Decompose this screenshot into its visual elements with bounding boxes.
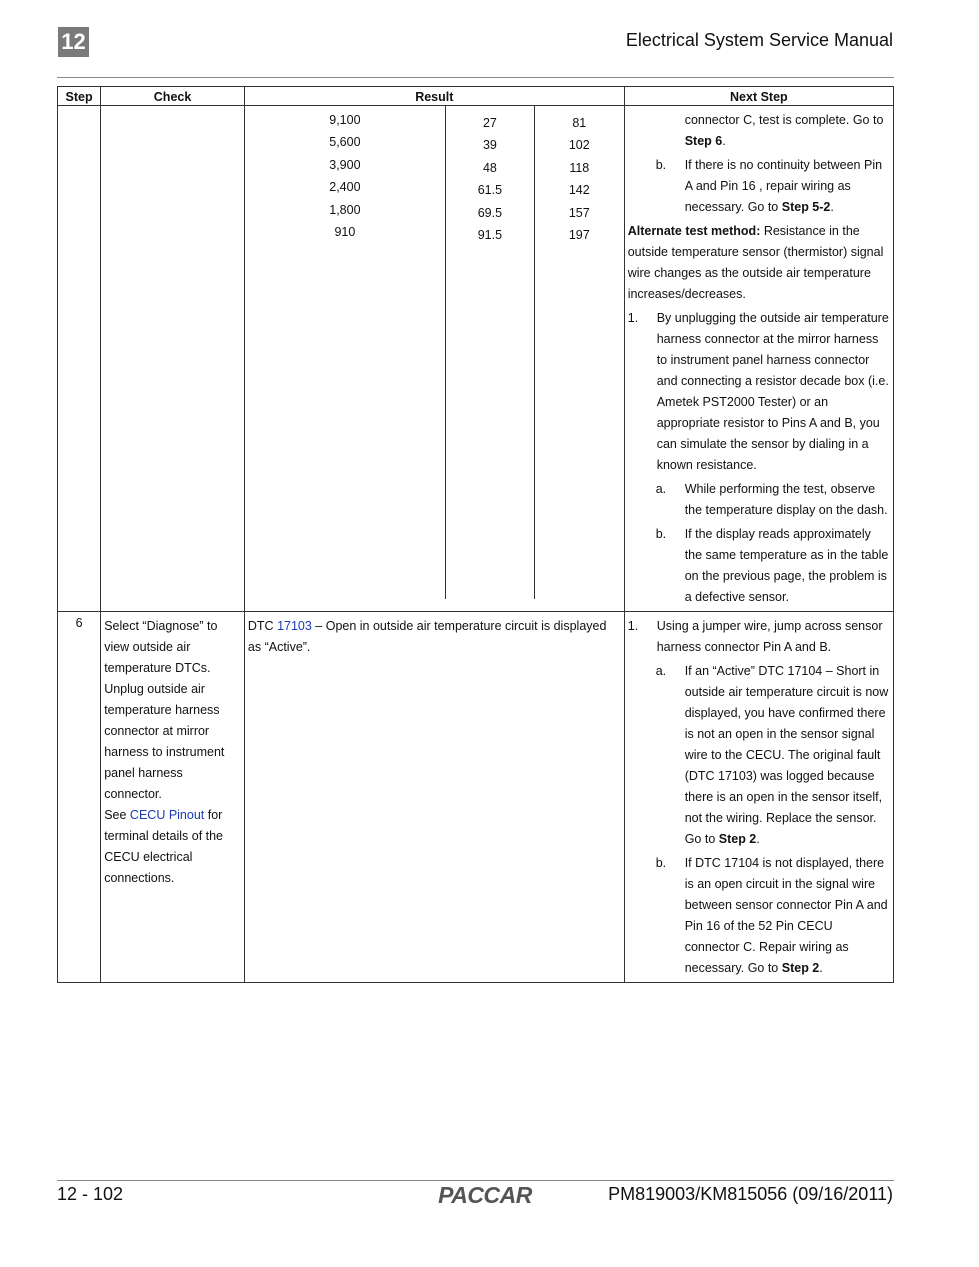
diagnostic-table <box>57 86 894 983</box>
substep-a: a. While performing the test, observe the temperature display on the dash. <box>655 482 888 517</box>
resistance-value-table <box>245 106 624 599</box>
step-number: 6 <box>58 612 101 983</box>
value-cell: 102 <box>568 138 590 153</box>
value-cell: 61.5 <box>477 183 503 198</box>
value-cell: 39 <box>482 138 497 153</box>
value-cell: 2,400 <box>329 180 361 195</box>
value-cell: 142 <box>568 183 590 198</box>
celsius-column <box>446 106 535 599</box>
header-next-step: Next Step <box>624 87 893 106</box>
step-reference: Step 5-2 <box>781 200 831 214</box>
header-check: Check <box>101 87 245 106</box>
dtc-17103-link[interactable]: 17103 <box>277 619 312 633</box>
check-cell: Select “Diagnose” to view outside air temperature DTCs. Unplug outside air temperature harness connector at mirror harness to instrument panel harness connector. See CECU Pinout for terminal details of the CECU electrical connections. <box>101 612 245 983</box>
resistance-column <box>245 106 446 599</box>
value-cell: 197 <box>568 228 590 243</box>
value-cell: 3,900 <box>329 157 361 172</box>
document-id: PM819003/KM815056 (09/16/2011) <box>608 1184 893 1204</box>
instruction-item-1: 1. By unplugging the outside air temperature harness connector at the mirror harness to instrument panel harness connector and connecting a resistor decade box (i.e. Ametek PST2000 Tester) or an appropriate resistor to Pins A and B, you can simulate the sensor by dialing in a known resistance. <box>627 311 889 472</box>
fahrenheit-column <box>535 106 624 599</box>
value-cell: 27 <box>482 116 497 130</box>
value-cell: 69.5 <box>477 205 503 220</box>
manual-title: Electrical System Service Manual <box>625 30 893 50</box>
substep-a: a. If an “Active” DTC 17104 – Short in outside air temperature circuit is now displayed, you have confirmed there is not an open in the sensor signal wire to the CECU. The original fault (DTC 17103) was logged because there is an open in the sensor itself, not the wiring. Replace the sensor. Go to Step 2. <box>655 664 889 846</box>
svg-text:PACCAR: PACCAR <box>438 1182 532 1206</box>
chapter-badge: 12 <box>58 27 89 57</box>
continued-next-step-cell <box>624 106 893 612</box>
step-reference: Step 2 <box>718 832 757 846</box>
paccar-logo <box>433 1182 538 1206</box>
resistance-values-cell <box>244 106 624 612</box>
value-cell: 91.5 <box>477 228 503 243</box>
value-cell: 9,100 <box>329 113 361 127</box>
header-divider <box>57 77 894 78</box>
continued-check-cell <box>101 106 245 612</box>
table-header-row <box>58 87 894 106</box>
step-reference: Step 6 <box>684 134 723 148</box>
page-number: 12 - 102 <box>57 1184 124 1204</box>
value-cell: 48 <box>482 160 497 175</box>
substep-b: b. If there is no continuity between Pin A and Pin 16 , repair wiring as necessary. Go to Step 5-2. <box>655 158 883 214</box>
table-row <box>58 106 894 612</box>
cecu-pinout-link[interactable]: CECU Pinout <box>129 808 205 822</box>
continued-substep-a: connector C, test is complete. Go to Step 6. <box>684 113 884 148</box>
result-cell: DTC 17103 – Open in outside air temperature circuit is displayed as “Active”. <box>244 612 624 983</box>
value-cell: 118 <box>569 160 590 175</box>
alternate-test-method: Alternate test method: Resistance in the outside temperature sensor (thermistor) signal wire changes as the outside air temperature increases/decreases. <box>627 224 884 301</box>
step-reference: Step 2 <box>781 961 820 975</box>
table-row <box>58 612 894 983</box>
footer-divider <box>57 1180 894 1181</box>
header-step: Step <box>58 87 101 106</box>
value-cell: 157 <box>568 205 590 220</box>
continued-step-cell <box>58 106 101 612</box>
next-step-cell <box>624 612 893 983</box>
instruction-item-1: 1. Using a jumper wire, jump across sensor harness connector Pin A and B. <box>627 619 883 654</box>
value-cell: 5,600 <box>329 135 361 150</box>
header-result: Result <box>244 87 624 106</box>
value-cell: 910 <box>334 225 356 240</box>
substep-b: b. If DTC 17104 is not displayed, there is an open circuit in the signal wire between sensor connector Pin A and Pin 16 of the 52 Pin CECU connector C. Repair wiring as necessary. Go to Step 2. <box>655 856 888 975</box>
substep-b: b. If the display reads approximately the same temperature as in the table on the previous page, the problem is a defective sensor. <box>655 527 889 604</box>
value-cell: 1,800 <box>329 202 361 217</box>
value-cell: 81 <box>572 116 587 130</box>
